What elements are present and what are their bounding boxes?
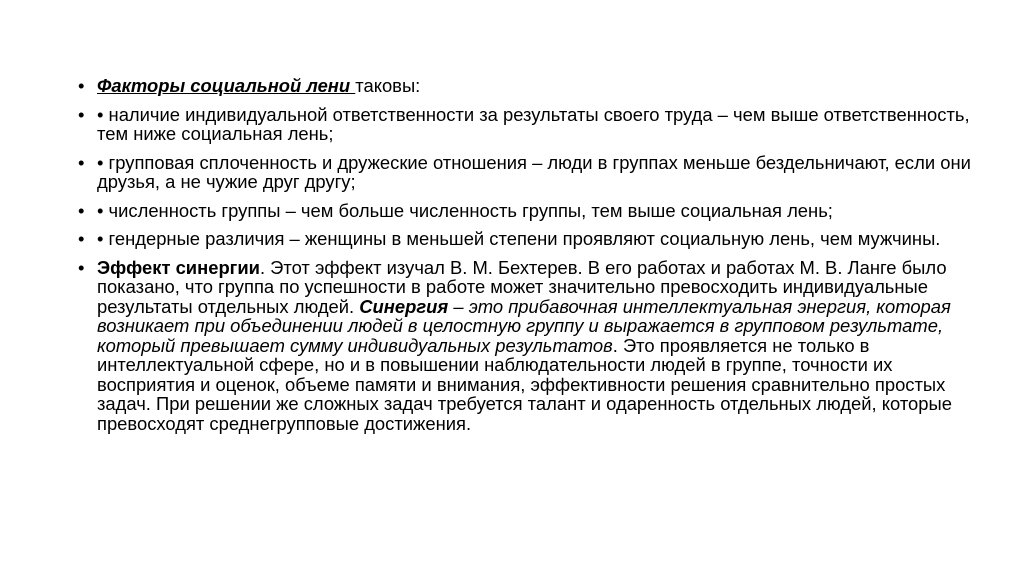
bullet-text: • гендерные различия – женщины в меньшей степени проявляют социальную лень, чем мужчины. — [97, 228, 941, 249]
bullet-list — [78, 76, 983, 433]
factors-heading: Факторы социальной лени — [97, 75, 356, 96]
synergy-definition: – это прибавочная интеллектуальная энергия, которая возникает при объединении людей в целостную группу и выражается в групповом результате, который превышает сумму индивидуальных результатов — [97, 295, 951, 356]
bullet-text: • численность группы – чем больше численность группы, тем выше социальная лень; — [97, 199, 833, 221]
bullet-social-loafing-factors — [78, 76, 983, 96]
synergy-text-1: . Этот эффект изучал В. М. Бехтерев. В его работах и работах М. В. Ланге было показано, что группа по успешности в работе может значительно превосходить индивидуальные результаты отдельных людей. — [97, 256, 947, 317]
factors-heading-tail: таковы: — [355, 75, 421, 96]
bullet-text: • групповая сплоченность и дружеские отношения – люди в группах меньше бездельничают, если они друзья, а не чужие друг другу; — [97, 151, 971, 192]
synergy-effect-term: Эффект синергии — [97, 256, 260, 278]
bullet-individual-responsibility — [78, 105, 983, 144]
bullet-group-cohesion — [78, 153, 983, 192]
bullet-text: • наличие индивидуальной ответственности за результаты своего труда – чем выше ответственность, тем ниже социальная лень; — [97, 103, 970, 144]
bullet-group-size — [78, 201, 983, 221]
bullet-gender-differences — [78, 229, 983, 249]
synergy-text-2: . Это проявляется не только в интеллектуальной сфере, но и в повышении наблюдательности людей в группе, точности их восприятия и оценок, объеме памяти и внимания, эффективности решения сравнительно простых задач. При решении же сложных задач требуется талант и одаренность отдельных людей, которые превосходят среднегрупповые достижения. — [97, 334, 952, 434]
bullet-synergy-effect — [78, 258, 983, 434]
synergy-term: Синергия — [359, 295, 449, 317]
